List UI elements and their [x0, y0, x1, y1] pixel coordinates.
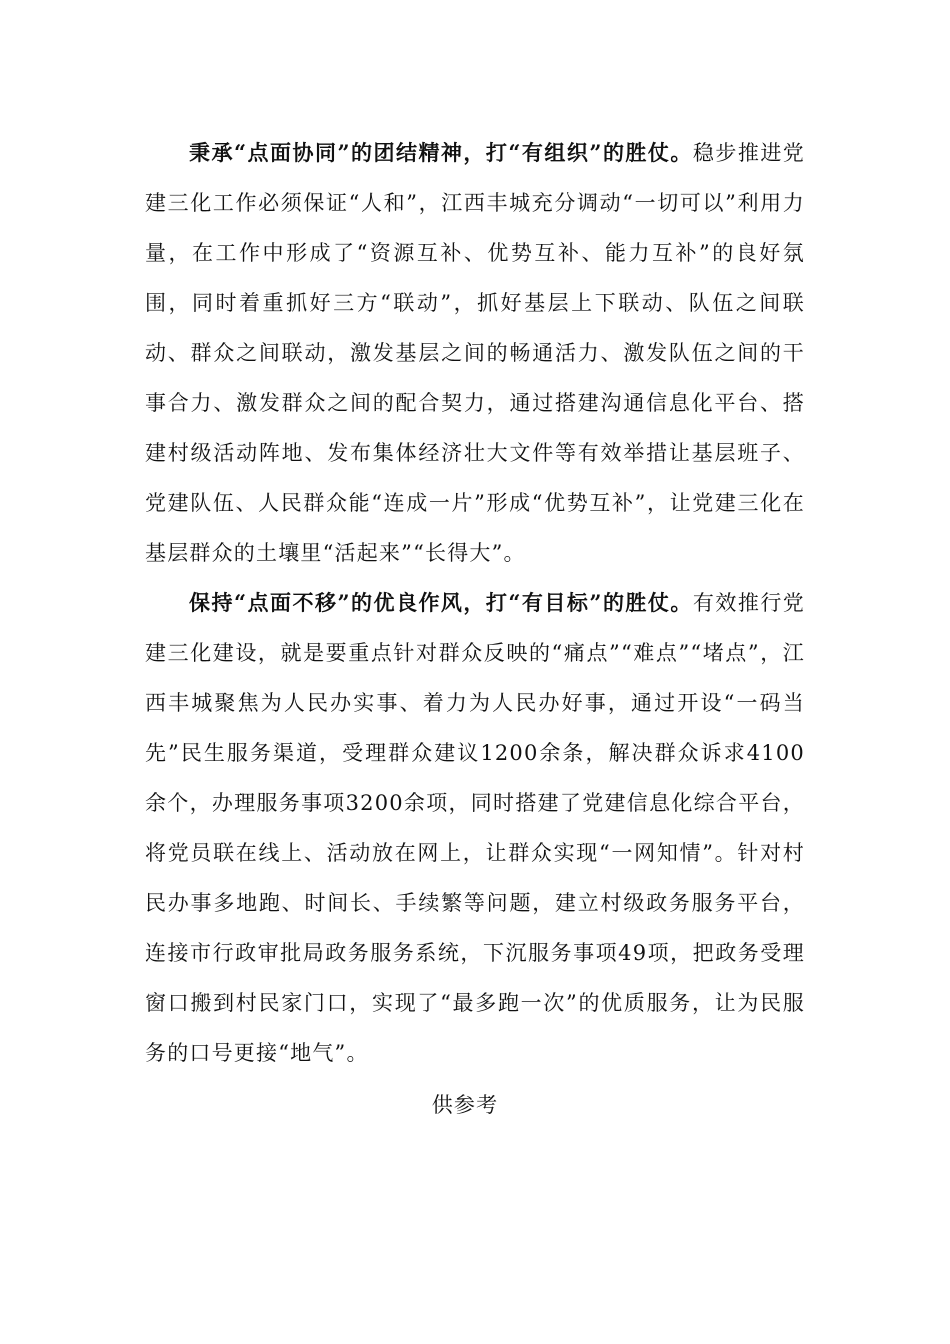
paragraph-1 [145, 128, 805, 578]
paragraph-2-heading: 保持“点面不移”的优良作风，打“有目标”的胜仗。 [189, 590, 693, 615]
paragraph-2-body: 有效推行党建三化建设，就是要重点针对群众反映的“痛点”“难点”“堵点”，江西丰城聚焦为人民办实事、着力为人民办好事，通过开设“一码当先”民生服务渠道，受理群众建议1200余条，解决群众诉求4100余个，办理服务事项3200余项，同时搭建了党建信息化综合平台，将党员联在线上、活动放在网上，让群众实现“一网知情”。针对村民办事多地跑、时间长、手续繁等问题，建立村级政务服务平台，连接市行政审批局政务服务系统，下沉服务事项49项，把政务受理窗口搬到村民家门口，实现了“最多跑一次”的优质服务，让为民服务的口号更接“地气”。 [145, 591, 805, 1065]
document-page [145, 128, 805, 1130]
paragraph-1-heading: 秉承“点面协同”的团结精神，打“有组织”的胜仗。 [189, 140, 693, 165]
closing-note: 供参考 [431, 1093, 499, 1117]
paragraph-1-body: 稳步推进党建三化工作必须保证“人和”，江西丰城充分调动“一切可以”利用力量，在工作中形成了“资源互补、优势互补、能力互补”的良好氛围，同时着重抓好三方“联动”，抓好基层上下联动、队伍之间联动、群众之间联动，激发基层之间的畅通活力、激发队伍之间的干事合力、激发群众之间的配合契力，通过搭建沟通信息化平台、搭建村级活动阵地、发布集体经济壮大文件等有效举措让基层班子、党建队伍、人民群众能“连成一片”形成“优势互补”，让党建三化在基层群众的土壤里“活起来”“长得大”。 [145, 141, 805, 565]
paragraph-2 [145, 578, 805, 1078]
